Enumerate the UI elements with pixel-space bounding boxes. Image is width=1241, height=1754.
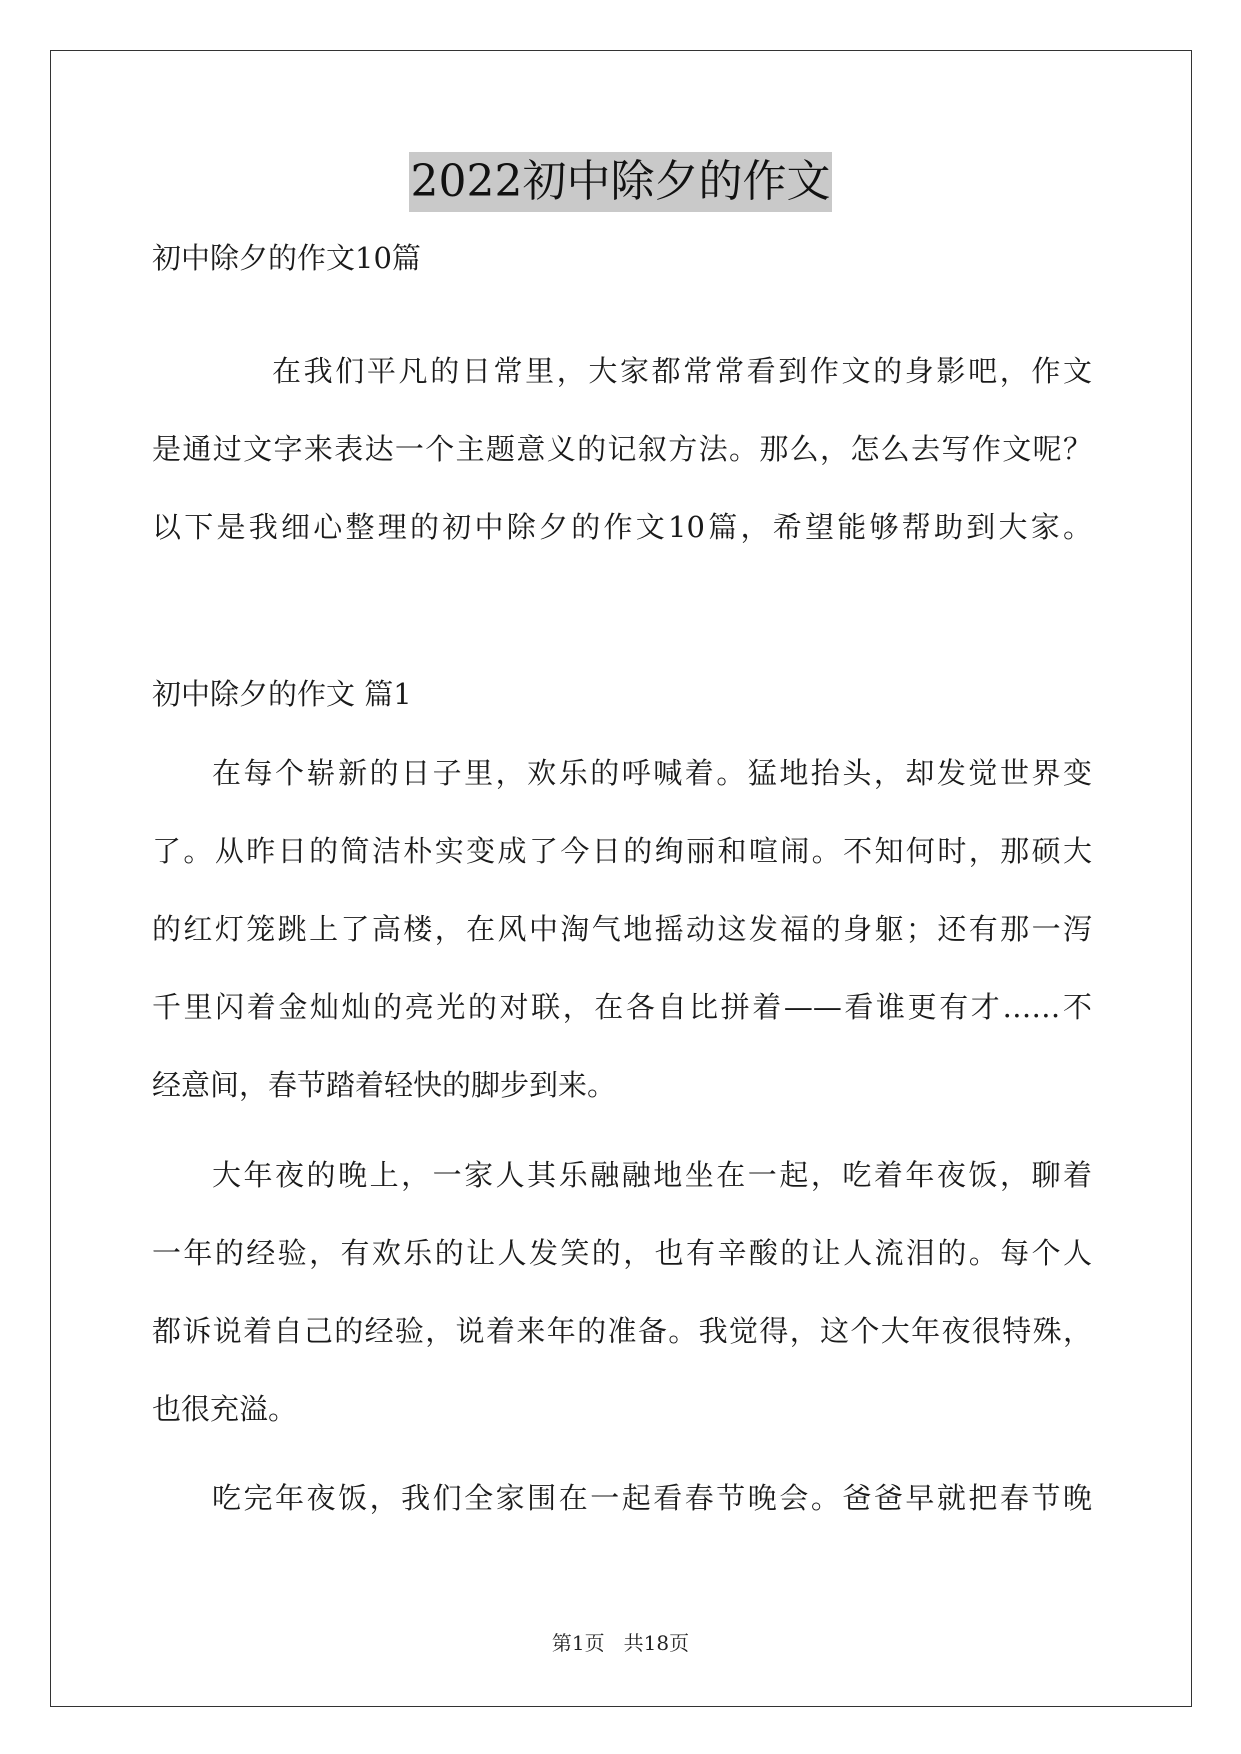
- paragraph2-line-1: 大年夜的晚上，一家人其乐融融地坐在一起，吃着年夜饭，聊着: [212, 1158, 1092, 1192]
- paragraph2-line-3: 都诉说着自己的经验，说着来年的准备。我觉得，这个大年夜很特殊，: [152, 1314, 1092, 1348]
- paragraph1-line-4: 千里闪着金灿灿的亮光的对联，在各自比拼着——看谁更有才……不: [152, 990, 1092, 1024]
- paragraph1-line-2: 了。从昨日的简洁朴实变成了今日的绚丽和喧闹。不知何时，那硕大: [152, 834, 1092, 868]
- paragraph2-line-4: 也很充溢。: [152, 1392, 298, 1426]
- document-title: 2022初中除夕的作文: [409, 152, 833, 212]
- paragraph1-line-5: 经意间，春节踏着轻快的脚步到来。: [152, 1068, 617, 1102]
- paragraph3-line-1: 吃完年夜饭，我们全家围在一起看春节晚会。爸爸早就把春节晚: [212, 1481, 1092, 1515]
- intro-line-1: 在我们平凡的日常里，大家都常常看到作文的身影吧，作文: [272, 354, 1092, 388]
- paragraph1-line-1: 在每个崭新的日子里，欢乐的呼喊着。猛地抬头，却发觉世界变: [212, 756, 1092, 790]
- page-footer: [0, 1630, 1241, 1656]
- title-wrap: [0, 152, 1241, 212]
- page-total: 共18页: [623, 1631, 690, 1655]
- page-number: 第1页: [551, 1631, 605, 1655]
- page-border: [50, 50, 1192, 1707]
- paragraph1-line-3: 的红灯笼跳上了高楼，在风中淘气地摇动这发福的身躯；还有那一泻: [152, 912, 1092, 946]
- document-subtitle: 初中除夕的作文10篇: [152, 241, 421, 275]
- intro-line-2: 是通过文字来表达一个主题意义的记叙方法。那么，怎么去写作文呢？: [152, 432, 1092, 466]
- intro-line-3: 以下是我细心整理的初中除夕的作文10篇，希望能够帮助到大家。: [152, 510, 1092, 544]
- section-heading: 初中除夕的作文 篇1: [152, 677, 412, 711]
- paragraph2-line-2: 一年的经验，有欢乐的让人发笑的，也有辛酸的让人流泪的。每个人: [152, 1236, 1092, 1270]
